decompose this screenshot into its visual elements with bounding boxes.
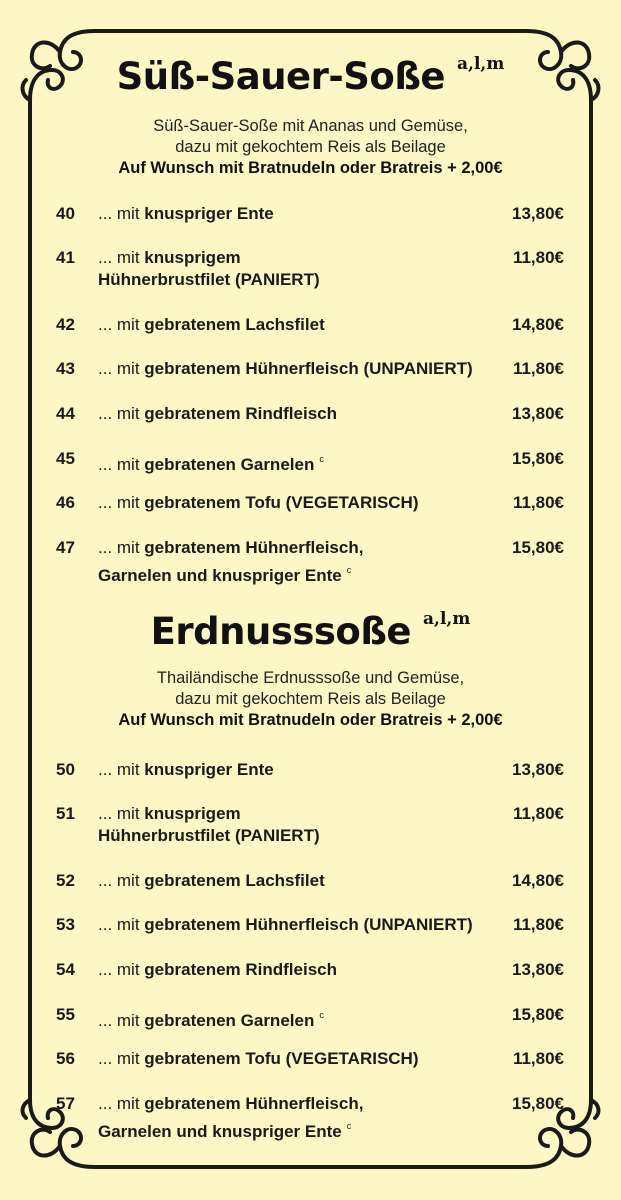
item-number: 56 (56, 1049, 75, 1068)
item-prefix: ... mit (98, 760, 145, 779)
item-price: 13,80€ (512, 760, 564, 779)
item-name: gebratenem Hühnerfleisch, (144, 1094, 364, 1113)
item-description (98, 203, 498, 225)
item-price: 15,80€ (512, 538, 564, 557)
item-number: 45 (56, 449, 75, 468)
item-price: 15,80€ (512, 449, 564, 468)
section-allergens: a,l,m (423, 609, 471, 629)
item-description (98, 803, 498, 847)
allergen-superscript: c (346, 1121, 352, 1131)
item-price: 13,80€ (512, 204, 564, 223)
item-name: gebratenem Tofu (VEGETARISCH) (144, 493, 419, 512)
item-name: gebratenem Hühnerfleisch (UNPANIERT) (144, 359, 473, 378)
item-description (98, 1048, 498, 1070)
item-description (98, 403, 498, 425)
item-number: 53 (56, 915, 75, 934)
item-number: 42 (56, 315, 75, 334)
allergen-superscript: c (319, 1010, 324, 1020)
item-description (98, 959, 498, 981)
item-prefix: ... mit (98, 1049, 145, 1068)
item-prefix: ... mit (98, 493, 145, 512)
item-name: gebratenem Lachsfilet (144, 315, 325, 334)
allergen-superscript: c (319, 454, 324, 464)
item-name: gebratenem Lachsfilet (144, 871, 325, 890)
item-name: knusprigem (144, 804, 241, 823)
item-number: 51 (56, 804, 75, 823)
description-option: Auf Wunsch mit Bratnudeln oder Bratreis + 2,00€ (118, 159, 503, 177)
item-number: 43 (56, 359, 75, 378)
item-name-line2: Garnelen und knuspriger Ente (98, 566, 342, 585)
item-prefix: ... mit (98, 871, 145, 890)
item-prefix: ... mit (98, 1094, 145, 1113)
item-price: 11,80€ (512, 915, 564, 934)
item-description (98, 1093, 498, 1143)
section-allergens: a,l,m (457, 54, 505, 74)
item-prefix: ... mit (98, 315, 145, 334)
item-number: 50 (56, 760, 75, 779)
item-description (98, 759, 498, 781)
description-line: Süß-Sauer-Soße mit Ananas und Gemüse, (153, 117, 468, 135)
item-description (98, 314, 498, 336)
section-title-suess-sauer (0, 54, 621, 98)
item-price: 11,80€ (512, 1049, 564, 1068)
item-name: gebratenem Hühnerfleisch, (144, 538, 364, 557)
item-name: knuspriger Ente (144, 760, 274, 779)
item-name: gebratenem Rindfleisch (144, 960, 337, 979)
section-description (0, 668, 621, 731)
item-prefix: ... mit (98, 404, 145, 423)
item-price: 14,80€ (512, 871, 564, 890)
item-number: 52 (56, 871, 75, 890)
item-name: knusprigem (144, 248, 241, 267)
item-number: 47 (56, 538, 75, 557)
item-prefix: ... mit (98, 455, 145, 474)
item-prefix: ... mit (98, 248, 145, 267)
item-name-line2: Hühnerbrustfilet (PANIERT) (98, 270, 320, 289)
item-prefix: ... mit (98, 804, 145, 823)
item-name: gebratenem Hühnerfleisch (UNPANIERT) (144, 915, 473, 934)
item-prefix: ... mit (98, 359, 145, 378)
item-number: 54 (56, 960, 75, 979)
item-name-line2: Hühnerbrustfilet (PANIERT) (98, 826, 320, 845)
item-name-line2: Garnelen und knuspriger Ente (98, 1122, 342, 1141)
item-description (98, 358, 498, 380)
item-price: 14,80€ (512, 315, 564, 334)
item-number: 44 (56, 404, 75, 423)
item-prefix: ... mit (98, 1011, 145, 1030)
item-description (98, 537, 498, 587)
item-description (98, 1004, 498, 1032)
item-price: 15,80€ (512, 1005, 564, 1024)
item-name: knuspriger Ente (144, 204, 274, 223)
item-name: gebratenem Rindfleisch (144, 404, 337, 423)
description-line: dazu mit gekochtem Reis als Beilage (175, 690, 446, 708)
item-number: 41 (56, 248, 75, 267)
item-price: 13,80€ (512, 960, 564, 979)
section-description (0, 116, 621, 179)
item-description (98, 870, 498, 892)
item-description (98, 247, 498, 291)
section-title-text: Süß-Sauer-Soße (116, 55, 446, 98)
description-line: Thailändische Erdnusssoße und Gemüse, (156, 669, 465, 687)
item-prefix: ... mit (98, 538, 145, 557)
item-prefix: ... mit (98, 204, 145, 223)
item-name: gebratenen Garnelen (144, 455, 315, 474)
item-name: gebratenen Garnelen (144, 1011, 315, 1030)
section-title-erdnuss (0, 609, 621, 653)
item-name: gebratenem Tofu (VEGETARISCH) (144, 1049, 419, 1068)
item-price: 11,80€ (512, 493, 564, 512)
item-prefix: ... mit (98, 960, 145, 979)
item-description (98, 492, 498, 514)
item-description (98, 448, 498, 476)
item-number: 40 (56, 204, 75, 223)
allergen-superscript: c (346, 565, 352, 575)
item-number: 55 (56, 1005, 75, 1024)
item-description (98, 914, 498, 936)
item-number: 46 (56, 493, 75, 512)
item-price: 13,80€ (512, 404, 564, 423)
description-line: dazu mit gekochtem Reis als Beilage (175, 138, 446, 156)
item-prefix: ... mit (98, 915, 145, 934)
item-price: 11,80€ (512, 804, 564, 823)
item-price: 11,80€ (512, 248, 564, 267)
item-price: 11,80€ (512, 359, 564, 378)
item-number: 57 (56, 1094, 75, 1113)
item-price: 15,80€ (512, 1094, 564, 1113)
section-title-text: Erdnusssoße (150, 610, 412, 653)
description-option: Auf Wunsch mit Bratnudeln oder Bratreis + 2,00€ (118, 711, 503, 729)
